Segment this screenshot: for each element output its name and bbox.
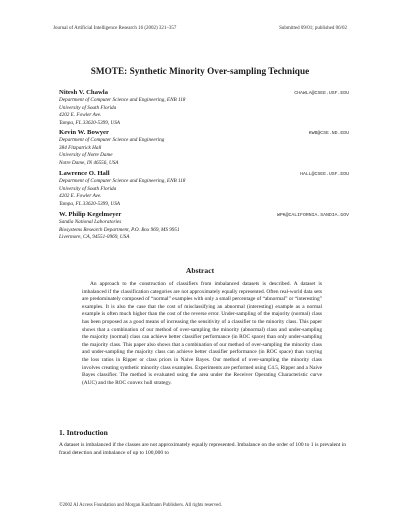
affiliation-line: 4202 E. Fowler Ave. bbox=[59, 112, 102, 119]
affiliation-line: Department of Computer Science and Engineering, ENB 118 bbox=[59, 178, 186, 184]
abstract-text: An approach to the construction of classifiers from imbalanced datasets is described. A dataset is imbalanced if the classification categories are not approximately equally represented. Often real-world data sets are predominately composed of “normal” examples with only a small percentage of “abnormal” or “interesting” examples. It is also the case that the cost of misclassifying an abnormal (interesting) example as a normal example is often much higher than the cost of the reverse error. Under-sampling of the majority (normal) class has been proposed as a good means of increasing the sensitivity of a classifier to the minority class. This paper shows that a combination of our method of over-sampling the minority (abnormal) class and under-sampling the majority (normal) class can achieve better classifier performance (in ROC space) than only under-sampling the majority class. This paper also shows that a combination of our method of over-sampling the minority class and under-sampling the majority class can achieve better classifier performance (in ROC space) than varying the loss ratios in Ripper or class priors in Naive Bayes. Our method of over-sampling the minority class involves creating synthetic minority class examples. Experiments are performed using C4.5, Ripper and a Naive Bayes classifier. The method is evaluated using the area under the Receiver Operating Characteristic curve (AUC) and the ROC convex hull strategy. bbox=[82, 281, 322, 386]
affiliation-line: University of South Florida bbox=[59, 104, 117, 111]
affiliation-line: Biosystems Research Department, P.O. Box 969, MS 9951 bbox=[59, 226, 180, 233]
copyright-footer: ©2002 AI Access Foundation and Morgan Kaufmann Publishers. All rights reserved. bbox=[59, 503, 222, 508]
author-name: Lawrence O. Hall bbox=[59, 170, 110, 177]
running-header bbox=[53, 26, 347, 31]
journal-citation: Journal of Artificial Intelligence Research 16 (2002) 321–357 bbox=[53, 26, 177, 31]
author-affiliation bbox=[59, 219, 349, 242]
author-affiliation bbox=[59, 97, 349, 127]
abstract-heading: Abstract bbox=[185, 266, 215, 275]
affiliation-line: 384 Fitzpatrick Hall bbox=[59, 144, 102, 151]
author-affiliation bbox=[59, 137, 349, 167]
affiliation-line: University of Notre Dame bbox=[59, 152, 113, 159]
author-email: HALL@CSEE.USF.EDU bbox=[300, 172, 349, 177]
affiliation-line: Livermore, CA, 94551-0969, USA bbox=[59, 234, 130, 241]
affiliation-line: Tampa, FL 33620-5399, USA bbox=[59, 200, 120, 207]
author-name: Nitesh V. Chawla bbox=[59, 89, 108, 96]
author-block bbox=[59, 89, 349, 127]
author-block bbox=[59, 211, 349, 242]
affiliation-line: 4202 E. Fowler Ave. bbox=[59, 193, 102, 200]
author-block bbox=[59, 129, 349, 167]
affiliation-line: Notre Dame, IN 46556, USA bbox=[59, 159, 119, 166]
author-name: Kevin W. Bowyer bbox=[59, 129, 109, 136]
affiliation-line: Sandia National Laboratories bbox=[59, 219, 122, 225]
author-affiliation bbox=[59, 178, 349, 208]
author-block bbox=[59, 170, 349, 208]
author-email: WPK@CALIFORNIA.SANDIA.GOV bbox=[277, 213, 349, 218]
affiliation-line: Department of Computer Science and Engineering bbox=[59, 137, 165, 143]
author-name: W. Philip Kegelmeyer bbox=[59, 211, 122, 218]
paper-title: SMOTE: Synthetic Minority Over-sampling Technique bbox=[90, 66, 310, 76]
author-email: KWB@CSE.ND.EDU bbox=[308, 131, 349, 136]
affiliation-line: University of South Florida bbox=[59, 185, 117, 192]
affiliation-line: Department of Computer Science and Engineering, ENB 118 bbox=[59, 97, 186, 103]
section-text: A dataset is imbalanced if the classes are not approximately equally represented. Imbalance on the order of 100 to 1 is prevalent in fraud detection and imbalance of up to 100,000 to bbox=[59, 442, 346, 456]
section-heading: 1. Introduction bbox=[59, 428, 108, 437]
affiliation-line: Tampa, FL 33620-5399, USA bbox=[59, 119, 120, 126]
author-email: CHAWLA@CSEE.USF.EDU bbox=[294, 91, 349, 96]
submission-dates: Submitted 09/01; published 06/02 bbox=[279, 26, 347, 31]
